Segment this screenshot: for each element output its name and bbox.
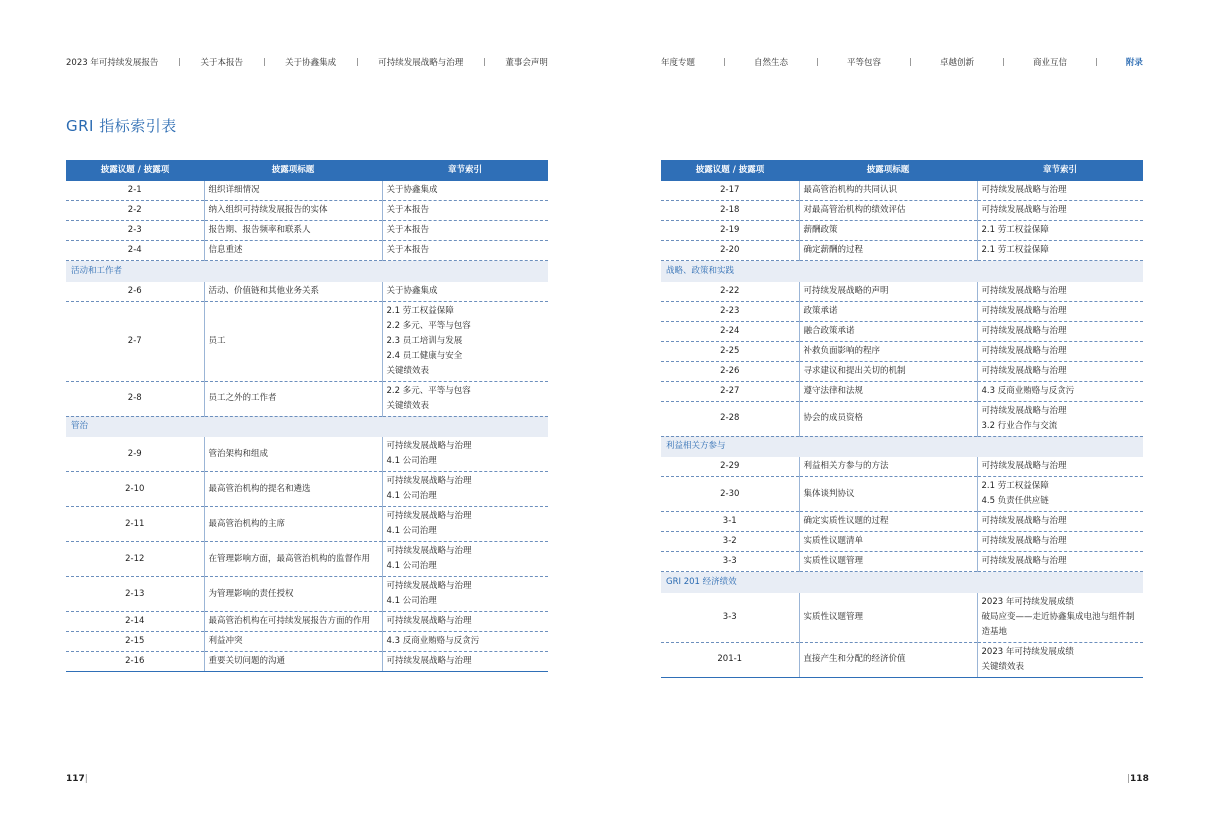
disclosure-code — [661, 552, 799, 572]
disclosure-title — [799, 642, 977, 677]
disclosure-code — [661, 477, 799, 512]
section-row — [661, 261, 1143, 282]
disclosure-code-line: 3-3 — [722, 556, 737, 566]
disclosure-title-line: 可持续发展战略的声明 — [803, 285, 889, 296]
section-reference-line: 可持续发展战略与治理 — [981, 345, 1067, 356]
section-reference — [382, 577, 548, 612]
table-row — [66, 612, 548, 632]
disclosure-code-line: 2-25 — [720, 345, 740, 356]
table-row — [661, 241, 1143, 261]
disclosure-title-line: 纳入组织可持续发展报告的实体 — [208, 205, 328, 215]
section-reference-line: 关于本报告 — [386, 225, 430, 235]
disclosure-code-line: 2-22 — [720, 285, 740, 296]
disclosure-code-line: 2-10 — [125, 483, 145, 494]
nav-about-report[interactable]: 关于本报告 — [200, 58, 243, 68]
disclosure-title-line: 融合政策承诺 — [803, 325, 855, 336]
section-reference-line: 2.1 劳工权益保障 — [981, 245, 1049, 255]
disclosure-code-line: 2-1 — [127, 185, 142, 195]
nav-separator — [817, 58, 818, 66]
disclosure-code-line: 2-3 — [127, 225, 142, 235]
section-reference-line: 2.4 员工健康与安全 — [386, 350, 463, 361]
section-reference-line: 可持续发展战略与治理 — [981, 285, 1067, 296]
header-disclosure: 披露议题 / 披露项 — [661, 160, 799, 181]
nav-separator — [1003, 58, 1004, 66]
section-reference-line: 可持续发展战略与治理 — [981, 205, 1067, 215]
table-row — [661, 321, 1143, 341]
page-number-left — [66, 774, 88, 784]
section-label: 管治 — [66, 416, 548, 437]
section-reference-line: 关于本报告 — [386, 205, 430, 215]
section-reference-line: 2.1 劳工权益保障 — [981, 481, 1049, 491]
section-reference-line: 关于协鑫集成 — [386, 185, 438, 195]
disclosure-title-line: 补救负面影响的程序 — [803, 345, 881, 356]
disclosure-code-line: 3-2 — [722, 536, 737, 546]
disclosure-code-line: 2-8 — [127, 393, 142, 403]
table-row — [66, 437, 548, 472]
disclosure-code — [66, 301, 204, 381]
section-row — [661, 572, 1143, 593]
table-row — [661, 552, 1143, 572]
section-reference — [977, 341, 1143, 361]
disclosure-code — [661, 457, 799, 477]
table-row — [661, 642, 1143, 677]
disclosure-code — [661, 401, 799, 436]
disclosure-title — [799, 241, 977, 261]
disclosure-title — [204, 577, 382, 612]
disclosure-code — [66, 507, 204, 542]
page-title: GRI 指标索引表 — [66, 117, 177, 135]
table-row — [661, 477, 1143, 512]
disclosure-title — [799, 381, 977, 401]
disclosure-code-line: 201-1 — [717, 654, 743, 664]
disclosure-title-line: 员工 — [208, 335, 226, 346]
section-reference-line: 破局应变——走近协鑫集成电池与组件制造基地 — [981, 611, 1135, 637]
nav-report-title[interactable]: 2023 年可持续发展报告 — [66, 58, 159, 68]
disclosure-title-line: 实质性议题管理 — [803, 611, 864, 622]
disclosure-code-line: 2-26 — [720, 365, 740, 376]
section-reference — [382, 181, 548, 201]
section-reference — [977, 361, 1143, 381]
section-reference — [977, 301, 1143, 321]
table-row — [661, 457, 1143, 477]
disclosure-title — [204, 241, 382, 261]
gri-index-table-right — [661, 160, 1143, 678]
disclosure-code — [661, 241, 799, 261]
section-reference — [382, 472, 548, 507]
table-row — [66, 542, 548, 577]
disclosure-code — [66, 612, 204, 632]
section-reference — [382, 507, 548, 542]
disclosure-code — [66, 221, 204, 241]
disclosure-code-line: 3-1 — [722, 516, 737, 526]
disclosure-title — [799, 593, 977, 643]
section-reference — [382, 612, 548, 632]
section-reference-line: 可持续发展战略与治理 — [386, 476, 472, 486]
disclosure-code-line: 2-27 — [720, 385, 740, 396]
disclosure-title-line: 实质性议题清单 — [803, 536, 864, 546]
section-reference — [977, 282, 1143, 302]
section-reference-line: 可持续发展战略与治理 — [981, 461, 1067, 471]
section-reference — [977, 512, 1143, 532]
disclosure-title — [799, 457, 977, 477]
section-reference — [382, 201, 548, 221]
disclosure-code-line: 2-18 — [720, 205, 740, 215]
disclosure-code-line: 2-24 — [720, 325, 740, 336]
section-reference-line: 关于协鑫集成 — [386, 285, 438, 296]
gri-index-table-left — [66, 160, 548, 672]
disclosure-code-line: 2-19 — [720, 225, 740, 235]
section-reference — [382, 221, 548, 241]
section-reference-line: 3.2 行业合作与交流 — [981, 420, 1058, 431]
disclosure-title — [799, 532, 977, 552]
section-reference — [977, 181, 1143, 201]
nav-innovation[interactable]: 卓越创新 — [939, 58, 974, 68]
disclosure-code — [661, 381, 799, 401]
disclosure-title — [204, 542, 382, 577]
disclosure-code-line: 2-29 — [720, 461, 740, 471]
section-reference-line: 2.3 员工培训与发展 — [386, 335, 463, 346]
section-reference-line: 关键绩效表 — [386, 365, 430, 376]
disclosure-code — [66, 632, 204, 652]
section-reference — [382, 282, 548, 302]
section-reference-line: 可持续发展战略与治理 — [981, 325, 1067, 336]
nav-separator — [264, 58, 265, 66]
section-reference-line: 可持续发展战略与治理 — [386, 581, 472, 591]
section-reference — [977, 532, 1143, 552]
section-label: 利益相关方参与 — [661, 436, 1143, 457]
disclosure-title-line: 为管理影响的责任授权 — [208, 588, 294, 599]
disclosure-title — [799, 301, 977, 321]
disclosure-title — [799, 201, 977, 221]
section-reference-line: 4.1 公司治理 — [386, 596, 437, 606]
section-row — [661, 436, 1143, 457]
disclosure-code — [661, 321, 799, 341]
section-reference — [977, 241, 1143, 261]
disclosure-title-line: 管治架构和组成 — [208, 448, 269, 459]
disclosure-title — [204, 472, 382, 507]
disclosure-title-line: 利益冲突 — [208, 636, 243, 646]
nav-board-statement[interactable]: 董事会声明 — [505, 58, 548, 68]
disclosure-code — [66, 437, 204, 472]
disclosure-title-line: 最高管治机构的主席 — [208, 518, 286, 529]
disclosure-title — [799, 181, 977, 201]
section-reference-line: 可持续发展战略与治理 — [981, 536, 1067, 546]
nav-appendix[interactable]: 附录 — [1125, 58, 1143, 68]
disclosure-title-line: 薪酬政策 — [803, 225, 838, 235]
disclosure-title — [204, 437, 382, 472]
section-reference-line: 可持续发展战略与治理 — [386, 511, 472, 521]
section-reference — [382, 542, 548, 577]
disclosure-code — [661, 282, 799, 302]
nav-separator — [179, 58, 180, 66]
disclosure-title — [204, 301, 382, 381]
section-reference-line: 2.1 劳工权益保障 — [981, 225, 1049, 235]
table-row — [66, 282, 548, 302]
disclosure-code-line: 2-17 — [720, 185, 740, 195]
disclosure-title — [799, 341, 977, 361]
header-title: 披露项标题 — [204, 160, 382, 181]
section-reference-line: 关于本报告 — [386, 245, 430, 255]
section-reference-line: 关键绩效表 — [981, 661, 1025, 672]
disclosure-code-line: 2-23 — [720, 305, 740, 316]
disclosure-code-line: 2-11 — [125, 518, 145, 529]
disclosure-code-line: 2-4 — [127, 245, 142, 255]
disclosure-title — [204, 181, 382, 201]
section-reference-line: 关键绩效表 — [386, 400, 430, 411]
section-reference — [977, 552, 1143, 572]
disclosure-title — [799, 552, 977, 572]
disclosure-title-line: 协会的成员资格 — [803, 413, 864, 423]
disclosure-title — [204, 507, 382, 542]
disclosure-title — [204, 632, 382, 652]
section-reference — [977, 457, 1143, 477]
table-row — [66, 221, 548, 241]
table-row — [66, 181, 548, 201]
top-nav-left — [66, 55, 548, 69]
section-reference-line: 2.2 多元、平等与包容 — [386, 320, 471, 331]
disclosure-code — [661, 593, 799, 643]
disclosure-title-line: 活动、价值链和其他业务关系 — [208, 285, 320, 296]
disclosure-title — [204, 612, 382, 632]
disclosure-code-line: 2-2 — [127, 205, 142, 215]
disclosure-code-line: 2-28 — [720, 413, 740, 423]
table-row — [66, 301, 548, 381]
disclosure-title-line: 实质性议题管理 — [803, 556, 864, 566]
disclosure-code — [66, 652, 204, 672]
section-reference-line: 可持续发展战略与治理 — [386, 441, 472, 451]
disclosure-title-line: 确定实质性议题的过程 — [803, 516, 889, 526]
section-reference-line: 2.1 劳工权益保障 — [386, 305, 454, 316]
nav-separator — [910, 58, 911, 66]
disclosure-title-line: 遵守法律和法规 — [803, 385, 864, 396]
nav-separator — [357, 58, 358, 66]
section-label: 活动和工作者 — [66, 261, 548, 282]
disclosure-title-line: 政策承诺 — [803, 305, 838, 316]
disclosure-title — [799, 361, 977, 381]
section-reference-line: 可持续发展战略与治理 — [981, 365, 1067, 376]
nav-strategy-governance[interactable]: 可持续发展战略与治理 — [378, 58, 464, 68]
section-reference — [382, 632, 548, 652]
section-reference — [382, 652, 548, 672]
disclosure-code — [661, 221, 799, 241]
disclosure-code — [66, 542, 204, 577]
table-row — [661, 593, 1143, 643]
section-label: GRI 201 经济绩效 — [661, 572, 1143, 593]
section-reference — [977, 381, 1143, 401]
disclosure-title-line: 员工之外的工作者 — [208, 393, 277, 403]
disclosure-title-line: 集体谈判协议 — [803, 488, 855, 499]
nav-separator — [724, 58, 725, 66]
disclosure-title — [204, 652, 382, 672]
table-row — [661, 301, 1143, 321]
table-row — [661, 181, 1143, 201]
section-reference-line: 可持续发展战略与治理 — [386, 546, 472, 556]
disclosure-code — [661, 301, 799, 321]
disclosure-title-line: 组织详细情况 — [208, 185, 260, 195]
section-reference — [977, 477, 1143, 512]
table-body-left — [66, 181, 548, 672]
section-reference-line: 2023 年可持续发展成绩 — [981, 646, 1074, 657]
nav-about-company[interactable]: 关于协鑫集成 — [285, 58, 337, 68]
disclosure-code — [66, 282, 204, 302]
section-reference-line: 2023 年可持续发展成绩 — [981, 596, 1074, 607]
section-reference — [382, 437, 548, 472]
section-reference-line: 可持续发展战略与治理 — [981, 516, 1067, 526]
section-reference-line: 4.1 公司治理 — [386, 561, 437, 571]
nav-separator — [1096, 58, 1097, 66]
disclosure-code-line: 2-14 — [125, 616, 145, 626]
disclosure-title — [204, 221, 382, 241]
table-row — [661, 401, 1143, 436]
table-row — [66, 241, 548, 261]
section-reference-line: 可持续发展战略与治理 — [386, 656, 472, 666]
disclosure-code-line: 2-15 — [125, 636, 145, 646]
section-row — [66, 261, 548, 282]
disclosure-code-line: 2-13 — [125, 588, 145, 599]
table-row — [661, 282, 1143, 302]
table-row — [661, 532, 1143, 552]
disclosure-code-line: 2-7 — [127, 335, 142, 346]
table-row — [66, 632, 548, 652]
disclosure-title-line: 对最高管治机构的绩效评估 — [803, 205, 906, 215]
disclosure-title-line: 重要关切问题的沟通 — [208, 656, 286, 666]
section-reference-line: 可持续发展战略与治理 — [981, 556, 1067, 566]
disclosure-title — [799, 221, 977, 241]
disclosure-code-line: 2-20 — [720, 245, 740, 255]
top-nav-right — [661, 55, 1143, 69]
table-header-row — [661, 160, 1143, 181]
disclosure-title-line: 确定薪酬的过程 — [803, 245, 864, 255]
disclosure-code — [661, 341, 799, 361]
disclosure-title-line: 报告期、报告频率和联系人 — [208, 225, 311, 235]
header-title: 披露项标题 — [799, 160, 977, 181]
section-reference-line: 可持续发展战略与治理 — [981, 185, 1067, 195]
disclosure-title-line: 最高管治机构在可持续发展报告方面的作用 — [208, 616, 371, 626]
disclosure-title-line: 信息重述 — [208, 245, 243, 255]
disclosure-code — [661, 512, 799, 532]
table-row — [661, 201, 1143, 221]
section-reference-line: 4.1 公司治理 — [386, 526, 437, 536]
disclosure-code-line: 3-3 — [722, 611, 737, 622]
header-section-ref: 章节索引 — [977, 160, 1143, 181]
section-reference-line: 2.2 多元、平等与包容 — [386, 385, 471, 396]
table-row — [66, 577, 548, 612]
section-reference — [977, 321, 1143, 341]
table-body-right — [661, 181, 1143, 677]
nav-equality-inclusion[interactable]: 平等包容 — [846, 58, 881, 68]
disclosure-title — [799, 401, 977, 436]
section-reference-line: 可持续发展战略与治理 — [386, 616, 472, 626]
nav-business-trust[interactable]: 商业互信 — [1032, 58, 1067, 68]
section-reference-line: 4.3 反商业贿赂与反贪污 — [386, 636, 480, 646]
section-reference — [382, 301, 548, 381]
section-reference-line: 4.3 反商业贿赂与反贪污 — [981, 385, 1075, 396]
section-reference — [977, 593, 1143, 643]
table-row — [66, 652, 548, 672]
table-row — [661, 221, 1143, 241]
disclosure-title — [799, 512, 977, 532]
nav-annual-topic[interactable]: 年度专题 — [661, 58, 696, 68]
header-disclosure: 披露议题 / 披露项 — [66, 160, 204, 181]
section-label: 战略、政策和实践 — [661, 261, 1143, 282]
header-section-ref: 章节索引 — [382, 160, 548, 181]
disclosure-title-line: 最高管治机构的提名和遴选 — [208, 483, 311, 494]
disclosure-title-line: 利益相关方参与的方法 — [803, 461, 889, 471]
page-number-right-value: 118 — [1130, 774, 1149, 784]
section-row — [66, 416, 548, 437]
section-reference-line: 4.1 公司治理 — [386, 456, 437, 466]
disclosure-title-line: 寻求建议和提出关切的机制 — [803, 365, 906, 376]
table-row — [66, 472, 548, 507]
section-reference — [382, 241, 548, 261]
section-reference-line: 4.5 负责任供应链 — [981, 496, 1049, 506]
disclosure-code — [66, 201, 204, 221]
disclosure-code-line: 2-16 — [125, 656, 145, 666]
section-reference-line: 4.1 公司治理 — [386, 491, 437, 501]
page-number-right — [1127, 774, 1149, 784]
table-row — [66, 201, 548, 221]
table-row — [66, 507, 548, 542]
disclosure-code — [661, 361, 799, 381]
section-reference-line: 可持续发展战略与治理 — [981, 305, 1067, 316]
page-number-divider: | — [84, 774, 88, 784]
disclosure-code-line: 2-6 — [127, 285, 142, 296]
nav-nature-ecology[interactable]: 自然生态 — [753, 58, 788, 68]
section-reference — [977, 642, 1143, 677]
disclosure-code — [66, 181, 204, 201]
disclosure-title — [204, 282, 382, 302]
disclosure-title — [799, 321, 977, 341]
section-reference — [977, 401, 1143, 436]
table-row — [66, 381, 548, 416]
table-header-row — [66, 160, 548, 181]
table-row — [661, 361, 1143, 381]
disclosure-code — [66, 241, 204, 261]
page-number-left-value: 117 — [66, 774, 85, 784]
disclosure-title — [799, 477, 977, 512]
nav-separator — [484, 58, 485, 66]
disclosure-title-line: 直接产生和分配的经济价值 — [803, 654, 906, 664]
disclosure-title — [204, 381, 382, 416]
section-reference — [977, 201, 1143, 221]
table-row — [661, 512, 1143, 532]
disclosure-title-line: 最高管治机构的共同认识 — [803, 185, 898, 195]
table-row — [661, 341, 1143, 361]
disclosure-title-line: 在管理影响方面，最高管治机构的监督作用 — [208, 553, 371, 564]
table-row — [661, 381, 1143, 401]
disclosure-code-line: 2-9 — [127, 448, 142, 459]
section-reference — [977, 221, 1143, 241]
disclosure-code — [661, 201, 799, 221]
disclosure-title — [204, 201, 382, 221]
page-number-divider: | — [1127, 774, 1131, 784]
disclosure-title — [799, 282, 977, 302]
disclosure-code-line: 2-30 — [720, 488, 740, 499]
section-reference — [382, 381, 548, 416]
disclosure-code — [66, 381, 204, 416]
disclosure-code — [661, 532, 799, 552]
disclosure-code — [661, 181, 799, 201]
disclosure-code — [661, 642, 799, 677]
disclosure-code-line: 2-12 — [125, 553, 145, 564]
disclosure-code — [66, 472, 204, 507]
disclosure-code — [66, 577, 204, 612]
section-reference-line: 可持续发展战略与治理 — [981, 405, 1067, 416]
